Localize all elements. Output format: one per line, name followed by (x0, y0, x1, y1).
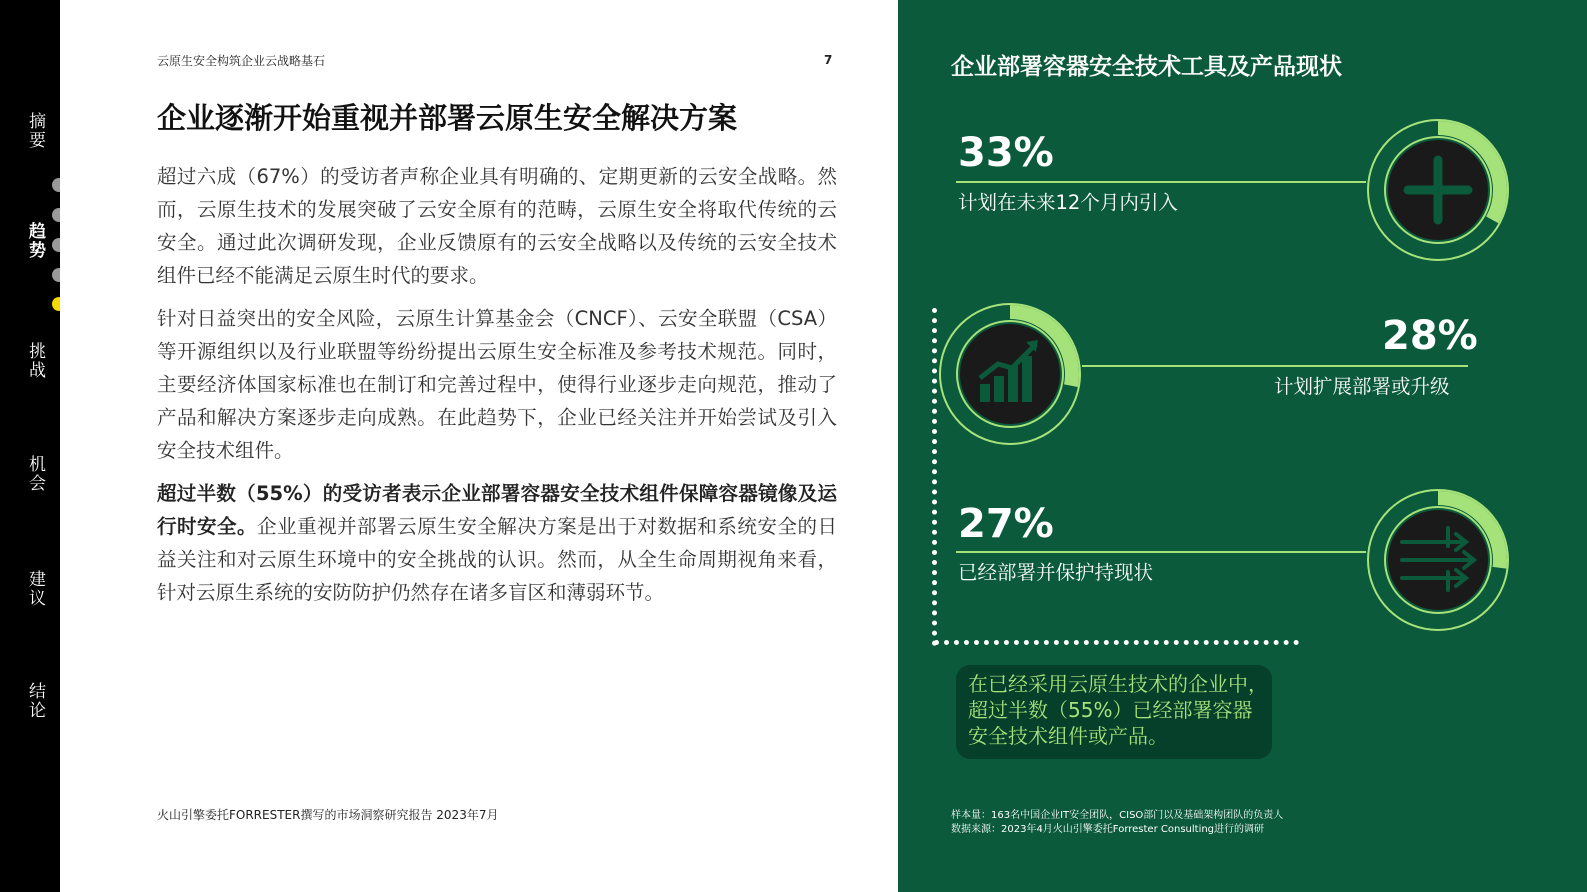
page-number: 7 (824, 53, 833, 67)
source-notes (951, 809, 1283, 837)
infographic-panel (898, 0, 1587, 892)
nav-item-conclusion[interactable]: 结论 (25, 682, 45, 720)
page-title: 企业逐渐开始重视并部署云原生安全解决方案 (157, 101, 738, 135)
stat-label-1: 计划在未来12个月内引入 (958, 191, 1178, 214)
running-head: 云原生安全构筑企业云战略基石 (157, 54, 326, 68)
nav-item-trends[interactable]: 趋势 (25, 222, 45, 260)
stat-label-2: 计划扩展部署或升级 (1274, 375, 1450, 398)
sample-note: 样本量：163名中国企业IT安全团队，CISO部门以及基础架构团队的负责人 (951, 810, 1284, 821)
paragraph-3 (157, 477, 837, 609)
callout-line-3: 安全技术组件或产品。 (968, 724, 1168, 748)
stat-value-3: 27% (958, 501, 1054, 547)
nav-item-opportunities[interactable]: 机会 (25, 455, 45, 493)
paragraph-1: 超过六成（67%）的受访者声称企业具有明确的、定期更新的云安全战略。然而，云原生技术的发展突破了云安全原有的范畴，云原生安全将取代传统的云安全。通过此次调研发现，企业反馈原有的云安全战略以及传统的云安全技术组件已经不能满足云原生时代的要求。 (157, 165, 837, 287)
nav-item-recommendations[interactable]: 建议 (25, 570, 45, 608)
panel-title: 企业部署容器安全技术工具及产品现状 (951, 54, 1342, 80)
progress-ring-2 (938, 302, 1082, 446)
stat-value-2: 28% (1382, 313, 1478, 359)
callout-box (956, 665, 1272, 759)
stat-divider-1 (956, 181, 1366, 183)
paragraph-3-highlight: 超过半数（55%）的受访者表示企业部署容器安全技术组件保障容器镜像及运行时安全。 (157, 482, 837, 538)
stat-value-1: 33% (958, 130, 1054, 176)
callout-line-2: 超过半数（55%）已经部署容器 (968, 698, 1253, 722)
progress-ring-3 (1366, 488, 1510, 632)
callout-line-1: 在已经采用云原生技术的企业中， (968, 672, 1268, 696)
stat-divider-2 (1082, 365, 1468, 367)
dotted-connector-vertical (932, 308, 937, 646)
report-page (60, 0, 898, 892)
stat-label-3: 已经部署并保护持现状 (958, 561, 1154, 584)
source-note: 数据来源：2023年4月火山引擎委托Forrester Consulting进行的调研 (951, 824, 1265, 835)
paragraph-2: 针对日益突出的安全风险，云原生计算基金会（CNCF）、云安全联盟（CSA）等开源组织以及行业联盟等纷纷提出云原生安全标准及参考技术规范。同时，主要经济体国家标准也在制订和完善过程中，使得行业逐步走向规范，推动了产品和解决方案逐步走向成熟。在此趋势下，企业已经关注并开始尝试及引入安全技术组件。 (157, 307, 837, 462)
stat-divider-3 (956, 551, 1366, 553)
page-footer: 火山引擎委托FORRESTER撰写的市场洞察研究报告 2023年7月 (157, 808, 499, 822)
nav-item-summary[interactable]: 摘要 (25, 112, 45, 150)
progress-ring-1 (1366, 118, 1510, 262)
dotted-connector-horizontal (934, 640, 1299, 645)
paragraph-3-rest: 企业重视并部署云原生安全解决方案是出于对数据和系统安全的日益关注和对云原生环境中的安全挑战的认识。然而，从全生命周期视角来看，针对云原生系统的安防防护仍然存在诸多盲区和薄弱环节。 (157, 515, 837, 604)
body-text (157, 160, 837, 619)
chapter-nav (0, 0, 60, 892)
nav-item-challenges[interactable]: 挑战 (25, 342, 45, 380)
